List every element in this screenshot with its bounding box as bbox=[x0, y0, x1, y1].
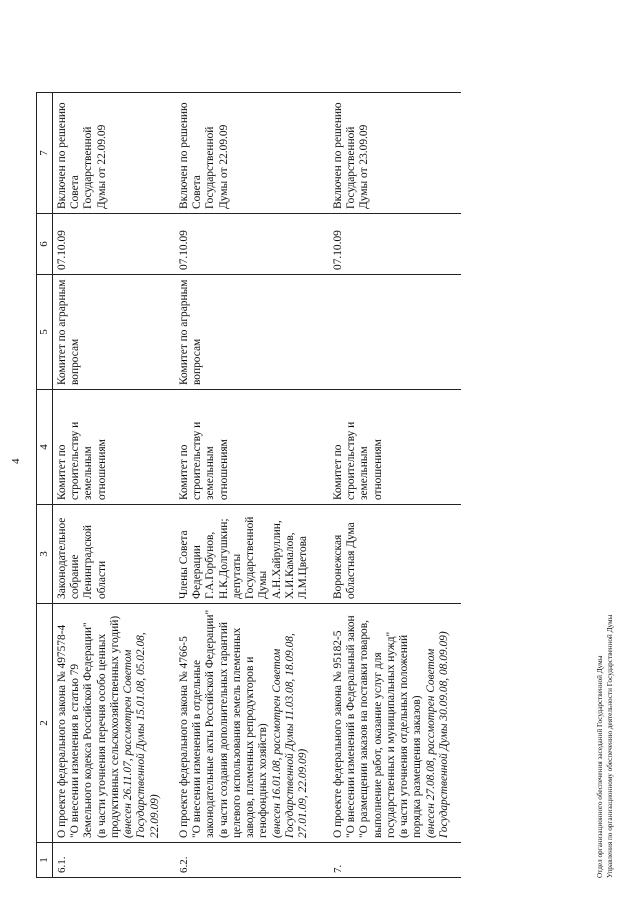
footer-department-line: Отдел организационного обеспечения заседаний Государственной Думы bbox=[596, 655, 604, 878]
item-number: 6.1. bbox=[53, 843, 176, 878]
bill-name: "О внесении изменений в Федеральный закон "О размещении заказов на поставки товаров, выполнение работ, оказание услуг для государственных и муниципальных нужд" bbox=[345, 615, 397, 838]
bill-submission-info: (внесен 27.08.08, рассмотрен Советом Государственной Думы 30.09.08, 08.09.09) bbox=[424, 631, 450, 838]
bill-description bbox=[329, 604, 461, 843]
responsible-committee: Комитет по строительству и земельным отношениям bbox=[53, 390, 176, 505]
bill-clarification: (в части создания дополнительных гарантий целевого использования земель племенных заводов, племенных репродукторов и генофондных хозяйств) bbox=[217, 622, 270, 838]
bill-submission-info: (внесен 16.01.08, рассмотрен Советом Государственной Думы 11.03.08, 18.09.08, 27.01.09, 22.09.09) bbox=[270, 633, 309, 838]
header-cell-6: 6 bbox=[37, 214, 53, 275]
header-cell-3: 3 bbox=[37, 505, 53, 604]
bill-clarification: (в части уточнения перечня особо ценных продуктивных сельскохозяйственных угодий) bbox=[95, 615, 121, 838]
item-number: 6.2. bbox=[175, 843, 329, 878]
header-cell-7: 7 bbox=[37, 93, 53, 214]
bill-description bbox=[175, 604, 329, 843]
table-header-row bbox=[37, 93, 53, 878]
table-row bbox=[53, 93, 176, 878]
bill-description bbox=[53, 604, 176, 843]
inclusion-decision: Включен по решению Совета Государственной Думы от 22.09.09 bbox=[53, 93, 176, 214]
table-row bbox=[175, 93, 329, 878]
footer-directorate-line: Управления по организационному обеспечению деятельности Государственной Думы bbox=[605, 614, 614, 878]
consideration-date: 07.10.09 bbox=[175, 214, 329, 275]
initiator: Члены Совета Федерации Г.А.Горбунов, Н.К.Долгушкин; депутаты Государственной Думы А.Н.Хайруллин, Х.И.Камалов, Л.М.Цветова bbox=[175, 505, 329, 604]
bill-title-line: О проекте федерального закона № 497578-4 bbox=[56, 624, 68, 838]
bill-name: "О внесении изменений в отдельные законодательные акты Российской Федерации" bbox=[191, 609, 217, 838]
item-number: 7. bbox=[329, 843, 461, 878]
bill-submission-info: (внесен 26.11.07, рассмотрен Советом Государственной Думы 15.01.08, 05.02.08, 22.09.09) bbox=[122, 632, 161, 838]
initiator: Законодательное собрание Ленинградской области bbox=[53, 505, 176, 604]
co-executor-committee: Комитет по аграрным вопросам bbox=[175, 275, 329, 390]
header-cell-1: 1 bbox=[37, 843, 53, 878]
consideration-date: 07.10.09 bbox=[53, 214, 176, 275]
page-number: 4 bbox=[10, 458, 22, 464]
header-cell-2: 2 bbox=[37, 604, 53, 843]
responsible-committee: Комитет по строительству и земельным отношениям bbox=[329, 390, 461, 505]
bill-name: "О внесении изменения в статью 79 Земельного кодекса Российской Федерации" bbox=[69, 622, 95, 838]
header-cell-5: 5 bbox=[37, 275, 53, 390]
bill-title-line: О проекте федерального закона № 4766-5 bbox=[178, 636, 190, 838]
initiator: Воронежская областная Дума bbox=[329, 505, 461, 604]
agenda-table bbox=[36, 92, 461, 878]
co-executor-committee: Комитет по аграрным вопросам bbox=[53, 275, 176, 390]
responsible-committee: Комитет по строительству и земельным отношениям bbox=[175, 390, 329, 505]
inclusion-decision: Включен по решению Государственной Думы от 23.09.09 bbox=[329, 93, 461, 214]
co-executor-committee bbox=[329, 275, 461, 390]
bill-title-line: О проекте федерального закона № 95182-5 bbox=[332, 630, 344, 838]
inclusion-decision: Включен по решению Совета Государственной Думы от 22.09.09 bbox=[175, 93, 329, 214]
table-row bbox=[329, 93, 461, 878]
consideration-date: 07.10.09 bbox=[329, 214, 461, 275]
document-footer bbox=[596, 615, 615, 878]
bill-clarification: (в части уточнения отдельных положений порядка размещения заказов) bbox=[398, 634, 424, 838]
header-cell-4: 4 bbox=[37, 390, 53, 505]
